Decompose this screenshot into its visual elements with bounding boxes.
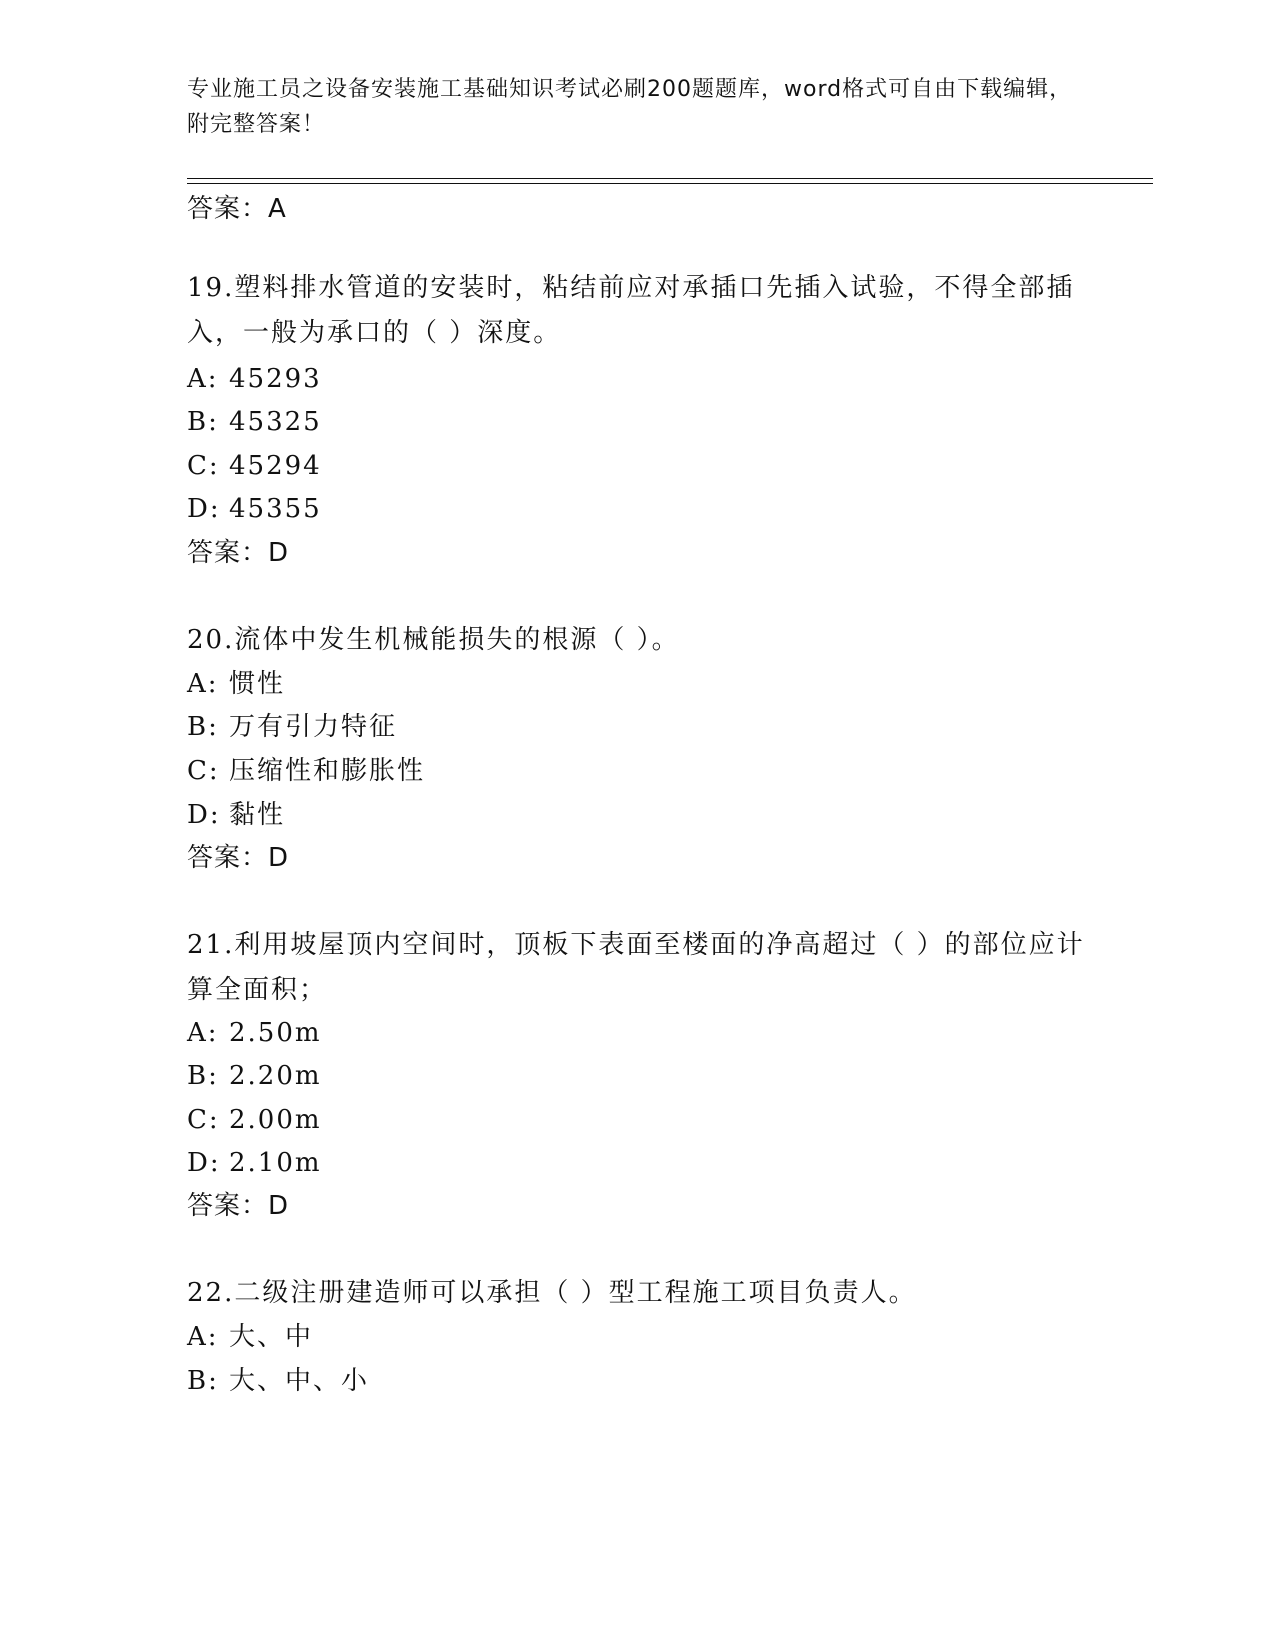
- option-b: [187, 405, 322, 439]
- option-text: 大、中: [229, 1322, 314, 1352]
- option-label: A:: [187, 1018, 219, 1048]
- option-label: A:: [187, 364, 219, 394]
- header-rule-top: [187, 178, 1153, 179]
- option-b: [187, 710, 397, 744]
- option-label: C:: [187, 451, 220, 481]
- option-text: 2.20m: [229, 1061, 322, 1091]
- option-label: B:: [187, 407, 219, 437]
- option-label: D:: [187, 800, 221, 830]
- option-text: 压缩性和膨胀性: [229, 756, 426, 786]
- answer-line: 答案：D: [187, 1191, 290, 1221]
- answer-line: 答案：D: [187, 843, 290, 873]
- option-c: [187, 754, 425, 788]
- option-label: C:: [187, 756, 220, 786]
- option-label: B:: [187, 1061, 219, 1091]
- option-text: 45325: [229, 407, 322, 437]
- option-text: 万有引力特征: [229, 712, 398, 742]
- option-text: 45294: [229, 451, 322, 481]
- option-label: A:: [187, 1322, 219, 1352]
- option-a: [187, 667, 285, 701]
- option-b: [187, 1364, 369, 1398]
- option-b: [187, 1059, 322, 1093]
- option-label: D:: [187, 1148, 221, 1178]
- option-text: 2.00m: [229, 1105, 322, 1135]
- option-label: A:: [187, 669, 219, 699]
- option-c: [187, 449, 322, 483]
- option-text: 45355: [229, 494, 322, 524]
- option-text: 大、中、小: [229, 1366, 370, 1396]
- option-text: 惯性: [229, 669, 286, 699]
- option-text: 45293: [229, 364, 322, 394]
- option-text: 2.10m: [229, 1148, 322, 1178]
- option-d: [187, 492, 322, 526]
- header-rule-bottom: [187, 183, 1153, 184]
- question-stem: 20.流体中发生机械能损失的根源（ ）。: [187, 625, 680, 655]
- option-label: C:: [187, 1105, 220, 1135]
- option-label: B:: [187, 712, 219, 742]
- option-c: [187, 1103, 322, 1137]
- answer-line: 答案：D: [187, 538, 290, 568]
- option-d: [187, 798, 285, 832]
- option-label: D:: [187, 494, 221, 524]
- option-a: [187, 1320, 313, 1354]
- option-text: 2.50m: [229, 1018, 322, 1048]
- document-header: 专业施工员之设备安装施工基础知识考试必刷200题题库，word格式可自由下载编辑，附完整答案！: [187, 77, 1073, 137]
- question-stem: 21.利用坡屋顶内空间时，顶板下表面至楼面的净高超过（ ）的部位应计算全面积；: [187, 930, 1085, 1005]
- option-a: [187, 1016, 322, 1050]
- option-label: B:: [187, 1366, 219, 1396]
- question-stem: 19.塑料排水管道的安装时，粘结前应对承插口先插入试验，不得全部插入，一般为承口的（ ）深度。: [187, 273, 1075, 348]
- option-d: [187, 1146, 322, 1180]
- option-text: 黏性: [229, 800, 286, 830]
- question-stem: 22.二级注册建造师可以承担（ ）型工程施工项目负责人。: [187, 1278, 917, 1308]
- option-a: [187, 362, 322, 396]
- answer-line: 答案：A: [187, 194, 287, 224]
